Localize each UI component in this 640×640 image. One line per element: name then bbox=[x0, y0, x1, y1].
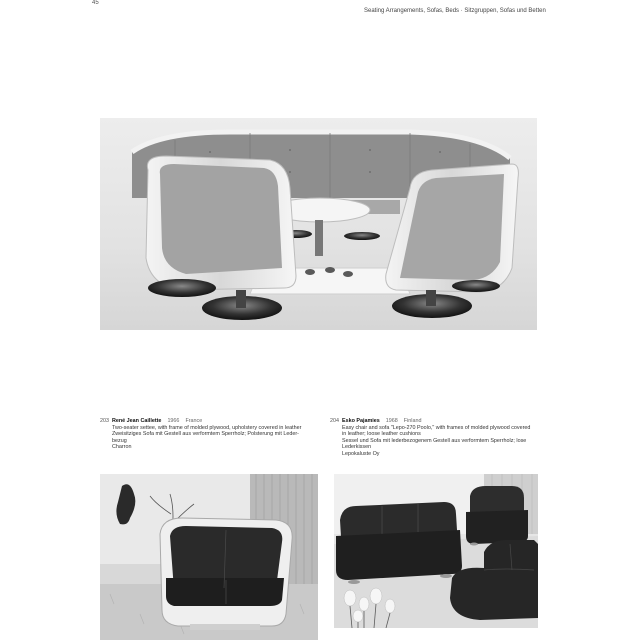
seating-arrangement-illustration bbox=[100, 118, 537, 330]
entry-year: 1968 bbox=[385, 418, 398, 424]
caption-203 bbox=[100, 418, 326, 451]
page-number: 45 bbox=[92, 0, 99, 6]
caption-line: bezug bbox=[112, 437, 127, 444]
sofa-illustration bbox=[334, 474, 538, 628]
main-photo-seating-arrangement bbox=[100, 118, 537, 330]
caption-line: Two-seater settee, with frame of molded plywood, upholstery covered in leather bbox=[112, 424, 302, 431]
photo-203-settee bbox=[100, 474, 318, 640]
photo-204-easy-chair-and-sofa bbox=[334, 474, 538, 628]
designer-name: Esko Pajamies bbox=[342, 418, 380, 424]
entry-country: France bbox=[185, 418, 203, 424]
caption-line: Lepokaluste Oy bbox=[342, 450, 380, 457]
caption-204 bbox=[330, 418, 546, 458]
settee-illustration bbox=[100, 474, 318, 640]
caption-line: Charron bbox=[112, 444, 132, 451]
entry-number: 203 bbox=[100, 418, 109, 424]
caption-line: Easy chair and sofa "Lepo-270 Poolo," with frames of molded plywood covered bbox=[342, 424, 531, 431]
entry-number: 204 bbox=[330, 418, 339, 424]
caption-line: in leather; loose leather cushions bbox=[342, 431, 421, 438]
caption-line: Sessel und Sofa mit lederbezogenem Gestell aus verformtem Sperrholz; lose bbox=[342, 437, 527, 444]
entry-country: Finland bbox=[403, 418, 422, 424]
caption-204-heading bbox=[330, 418, 546, 425]
caption-line: Lederkissen bbox=[342, 444, 372, 451]
entry-year: 1966 bbox=[167, 418, 180, 424]
designer-name: René Jean Caillette bbox=[112, 418, 162, 424]
section-title: Seating Arrangements, Sofas, Beds · Sitzgruppen, Sofas und Betten bbox=[364, 8, 546, 14]
caption-line: Zweisitziges Sofa mit Gestell aus verformtem Sperrholz; Polsterung mit Leder- bbox=[112, 431, 299, 438]
caption-203-heading bbox=[100, 418, 326, 425]
